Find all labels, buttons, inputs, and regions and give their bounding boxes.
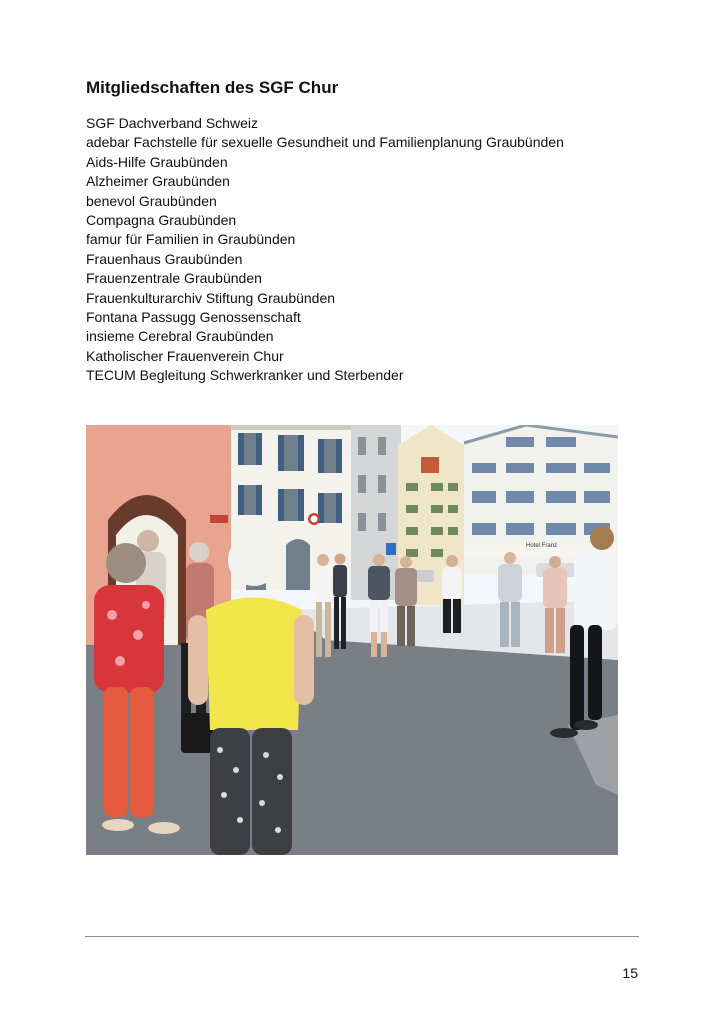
- membership-item: Aids-Hilfe Graubünden: [86, 153, 228, 170]
- membership-item: adebar Fachstelle für sexuelle Gesundheit und Familienplanung Graubünden: [86, 134, 564, 151]
- membership-list: [86, 114, 564, 386]
- membership-item: Frauenzentrale Graubünden: [86, 270, 262, 287]
- page-number: 15: [622, 965, 638, 981]
- membership-item: insieme Cerebral Graubünden: [86, 328, 274, 345]
- membership-item: benevol Graubünden: [86, 192, 217, 209]
- membership-item: Compagna Graubünden: [86, 212, 237, 229]
- membership-item: Alzheimer Graubünden: [86, 173, 230, 190]
- hotel-sign: Hotel Franz: [526, 543, 558, 549]
- membership-item: TECUM Begleitung Schwerkranker und Sterbender: [86, 367, 404, 384]
- membership-item: SGF Dachverband Schweiz: [86, 115, 258, 131]
- membership-item: Fontana Passugg Genossenschaft: [86, 309, 301, 326]
- page-title: Mitgliedschaften des SGF Chur: [86, 78, 339, 97]
- membership-item: Katholischer Frauenverein Chur: [86, 347, 284, 364]
- membership-item: Frauenhaus Graubünden: [86, 250, 243, 267]
- group-photo: [86, 425, 618, 855]
- membership-item: famur für Familien in Graubünden: [86, 231, 296, 248]
- footer-divider: [85, 936, 639, 937]
- group-photo-illustration: [86, 425, 618, 855]
- membership-item: Frauenkulturarchiv Stiftung Graubünden: [86, 289, 336, 306]
